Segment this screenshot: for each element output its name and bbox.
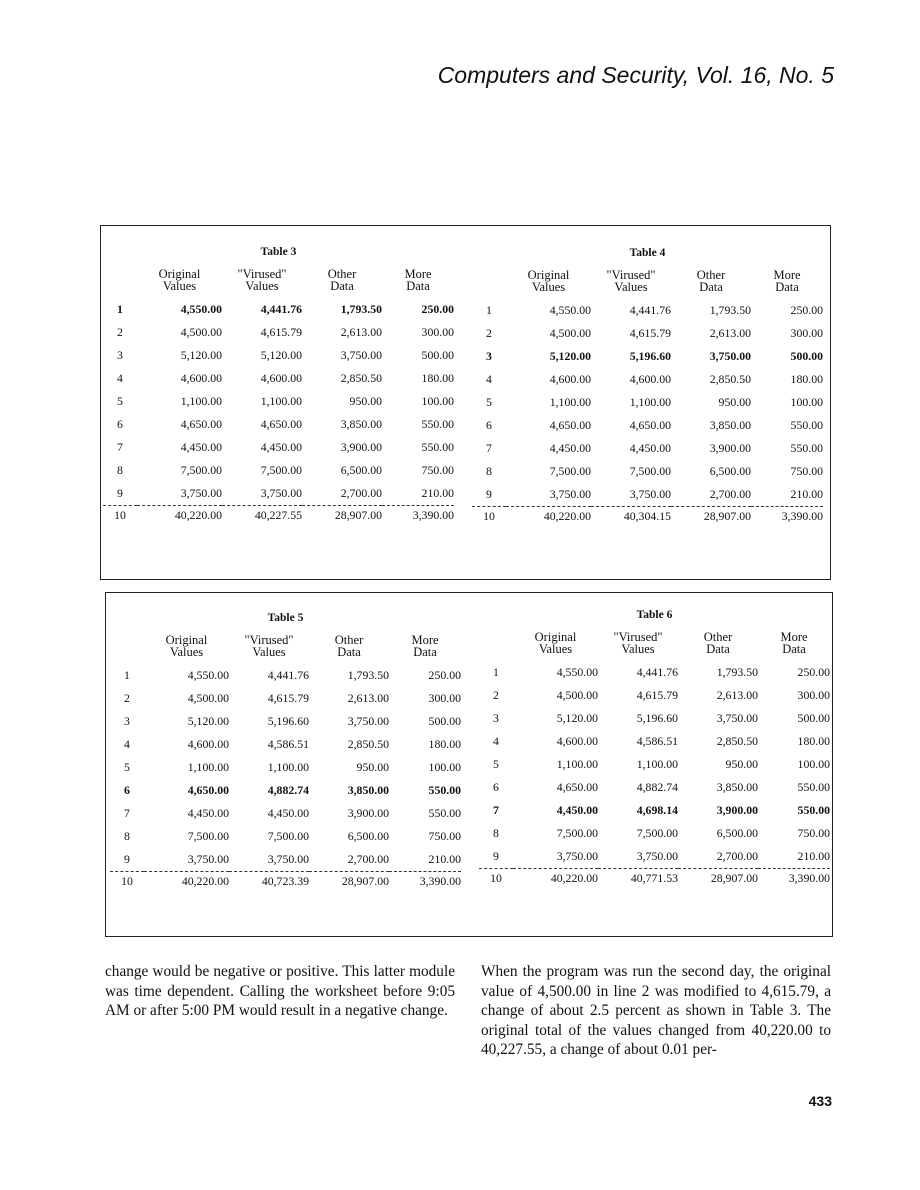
original-cell: 1,100.00 (549, 395, 591, 409)
more-cell: 500.00 (790, 349, 823, 363)
more-cell: 550.00 (797, 803, 830, 817)
other-cell: 3,900.00 (709, 441, 751, 455)
col-more-header: More Data (411, 633, 439, 659)
table-row (103, 321, 454, 344)
more-cell: 300.00 (421, 325, 454, 339)
table-4 (472, 247, 823, 534)
line-number-cell: 2 (493, 688, 499, 702)
original-cell: 4,500.00 (549, 326, 591, 340)
line-number-cell: 10 (472, 507, 506, 535)
table-row (479, 799, 830, 822)
virused-cell: 4,698.14 (636, 803, 678, 817)
col-original-header: Original Values (158, 267, 201, 293)
table-5 (110, 612, 461, 899)
more-cell: 550.00 (421, 440, 454, 454)
original-cell: 7,500.00 (187, 829, 229, 843)
line-number-cell: 9 (493, 849, 499, 863)
original-cell: 3,750.00 (556, 849, 598, 863)
line-number-cell: 6 (486, 418, 492, 432)
other-cell: 3,750.00 (716, 711, 758, 725)
other-cell: 6,500.00 (709, 464, 751, 478)
other-cell: 3,850.00 (716, 780, 758, 794)
line-number-cell: 3 (124, 714, 130, 728)
virused-cell: 4,586.51 (267, 737, 309, 751)
virused-cell: 1,100.00 (260, 394, 302, 408)
line-number-cell: 7 (117, 440, 123, 454)
original-cell: 4,600.00 (187, 737, 229, 751)
col-other-header: Other Data (696, 268, 726, 294)
col-virused-header: "Virused" Values (606, 268, 656, 294)
table-row (472, 391, 823, 414)
virused-cell: 7,500.00 (629, 464, 671, 478)
other-cell: 3,900.00 (716, 803, 758, 817)
more-cell: 750.00 (428, 829, 461, 843)
original-cell: 4,600.00 (180, 371, 222, 385)
line-number-cell: 5 (124, 760, 130, 774)
more-cell: 100.00 (797, 757, 830, 771)
more-cell: 250.00 (428, 668, 461, 682)
more-cell: 250.00 (421, 302, 454, 316)
more-cell: 3,390.00 (389, 872, 461, 900)
other-cell: 28,907.00 (302, 506, 382, 534)
original-cell: 4,500.00 (187, 691, 229, 705)
other-cell: 2,850.50 (716, 734, 758, 748)
table-row (472, 299, 823, 322)
line-number-cell: 1 (117, 302, 123, 316)
more-cell: 3,390.00 (758, 869, 830, 897)
more-cell: 100.00 (421, 394, 454, 408)
more-cell: 500.00 (797, 711, 830, 725)
more-cell: 750.00 (421, 463, 454, 477)
more-cell: 210.00 (797, 849, 830, 863)
other-cell: 6,500.00 (716, 826, 758, 840)
original-cell: 4,450.00 (556, 803, 598, 817)
more-cell: 210.00 (421, 486, 454, 500)
line-number-cell: 3 (117, 348, 123, 362)
virused-cell: 4,441.76 (267, 668, 309, 682)
original-cell: 4,650.00 (549, 418, 591, 432)
original-cell: 7,500.00 (180, 463, 222, 477)
more-cell: 550.00 (428, 783, 461, 797)
line-number-cell: 2 (124, 691, 130, 705)
original-cell: 4,600.00 (549, 372, 591, 386)
col-more-header: More Data (404, 267, 432, 293)
original-cell: 5,120.00 (187, 714, 229, 728)
original-cell: 4,500.00 (556, 688, 598, 702)
other-cell: 3,850.00 (340, 417, 382, 431)
original-cell: 4,550.00 (180, 302, 222, 316)
more-cell: 210.00 (790, 487, 823, 501)
line-number-cell: 8 (117, 463, 123, 477)
more-cell: 3,390.00 (751, 507, 823, 535)
more-cell: 300.00 (428, 691, 461, 705)
other-cell: 950.00 (349, 394, 382, 408)
line-number-cell: 5 (117, 394, 123, 408)
table-row (479, 845, 830, 869)
table-header-row (110, 634, 461, 664)
other-cell: 6,500.00 (347, 829, 389, 843)
table-row (103, 459, 454, 482)
line-number-cell: 5 (493, 757, 499, 771)
other-cell: 2,700.00 (709, 487, 751, 501)
line-number-cell: 8 (486, 464, 492, 478)
table-row (479, 753, 830, 776)
virused-cell: 3,750.00 (629, 487, 671, 501)
virused-cell: 4,615.79 (260, 325, 302, 339)
more-cell: 500.00 (421, 348, 454, 362)
original-cell: 5,120.00 (556, 711, 598, 725)
original-cell: 5,120.00 (549, 349, 591, 363)
table-title: Table 5 (267, 612, 304, 624)
more-cell: 550.00 (790, 441, 823, 455)
more-cell: 550.00 (797, 780, 830, 794)
line-number-cell: 6 (117, 417, 123, 431)
table-title: Table 3 (260, 246, 297, 258)
page-number: 433 (808, 1093, 832, 1109)
col-more-header: More Data (780, 630, 808, 656)
table-row (472, 368, 823, 391)
more-cell: 300.00 (797, 688, 830, 702)
table-row (110, 664, 461, 687)
col-other-header: Other Data (334, 633, 364, 659)
table-row (103, 367, 454, 390)
table-row (472, 414, 823, 437)
other-cell: 3,750.00 (340, 348, 382, 362)
line-number-cell: 8 (493, 826, 499, 840)
line-number-cell: 4 (117, 371, 123, 385)
virused-cell: 5,196.60 (267, 714, 309, 728)
original-cell: 4,550.00 (549, 303, 591, 317)
more-cell: 100.00 (790, 395, 823, 409)
virused-cell: 4,615.79 (629, 326, 671, 340)
table-row (472, 322, 823, 345)
line-number-cell: 10 (103, 506, 137, 534)
virused-cell: 5,196.60 (636, 711, 678, 725)
table-3 (103, 246, 454, 533)
more-cell: 180.00 (790, 372, 823, 386)
virused-cell: 40,227.55 (222, 506, 302, 534)
table-row (103, 344, 454, 367)
other-cell: 1,793.50 (716, 665, 758, 679)
line-number-cell: 5 (486, 395, 492, 409)
table-total-row (110, 872, 461, 900)
other-cell: 2,700.00 (716, 849, 758, 863)
virused-cell: 4,600.00 (629, 372, 671, 386)
original-cell: 4,650.00 (180, 417, 222, 431)
other-cell: 2,613.00 (340, 325, 382, 339)
table-row (479, 776, 830, 799)
more-cell: 550.00 (421, 417, 454, 431)
body-text-left-column: change would be negative or positive. This latter module was time dependent. Calling the worksheet before 9:05 AM or after 5:00 PM would result in a negative change. (105, 963, 455, 1019)
virused-cell: 40,723.39 (229, 872, 309, 900)
table-row (110, 802, 461, 825)
virused-cell: 4,441.76 (636, 665, 678, 679)
col-more-header: More Data (773, 268, 801, 294)
original-cell: 1,100.00 (556, 757, 598, 771)
other-cell: 2,613.00 (716, 688, 758, 702)
col-original-header: Original Values (527, 268, 570, 294)
original-cell: 3,750.00 (180, 486, 222, 500)
virused-cell: 4,650.00 (629, 418, 671, 432)
other-cell: 28,907.00 (671, 507, 751, 535)
table-header-row (472, 269, 823, 299)
col-other-header: Other Data (327, 267, 357, 293)
line-number-cell: 1 (124, 668, 130, 682)
line-number-cell: 4 (493, 734, 499, 748)
virused-cell: 4,450.00 (267, 806, 309, 820)
other-cell: 2,850.50 (709, 372, 751, 386)
running-head: Computers and Security, Vol. 16, No. 5 (437, 62, 834, 88)
table-row (103, 390, 454, 413)
line-number-cell: 9 (486, 487, 492, 501)
original-cell: 40,220.00 (137, 506, 222, 534)
line-number-cell: 7 (486, 441, 492, 455)
table-row (103, 413, 454, 436)
table-row (103, 298, 454, 321)
table-row (110, 756, 461, 779)
virused-cell: 1,100.00 (267, 760, 309, 774)
virused-cell: 5,196.60 (629, 349, 671, 363)
original-cell: 40,220.00 (506, 507, 591, 535)
virused-cell: 4,615.79 (267, 691, 309, 705)
original-cell: 3,750.00 (187, 852, 229, 866)
original-cell: 1,100.00 (180, 394, 222, 408)
col-virused-header: "Virused" Values (244, 633, 294, 659)
other-cell: 3,900.00 (340, 440, 382, 454)
more-cell: 210.00 (428, 852, 461, 866)
more-cell: 3,390.00 (382, 506, 454, 534)
other-cell: 2,613.00 (347, 691, 389, 705)
table-row (479, 730, 830, 753)
more-cell: 250.00 (797, 665, 830, 679)
more-cell: 500.00 (428, 714, 461, 728)
col-virused-header: "Virused" Values (613, 630, 663, 656)
other-cell: 2,613.00 (709, 326, 751, 340)
more-cell: 180.00 (428, 737, 461, 751)
more-cell: 250.00 (790, 303, 823, 317)
body-text-right-column: When the program was run the second day, the original value of 4,500.00 in line 2 was modified to 4,615.79, a change of about 2.5 percent as shown in Table 3. The original total of the values changed from 40,220.00 to 40,227.55, a change of about 0.01 per- (481, 963, 831, 1058)
line-number-cell: 3 (493, 711, 499, 725)
table-row (479, 684, 830, 707)
more-cell: 750.00 (790, 464, 823, 478)
virused-cell: 7,500.00 (260, 463, 302, 477)
line-number-cell: 10 (110, 872, 144, 900)
more-cell: 550.00 (790, 418, 823, 432)
virused-cell: 4,441.76 (629, 303, 671, 317)
line-number-cell: 1 (493, 665, 499, 679)
virused-cell: 4,650.00 (260, 417, 302, 431)
original-cell: 4,650.00 (556, 780, 598, 794)
original-cell: 1,100.00 (187, 760, 229, 774)
table-row (472, 437, 823, 460)
col-original-header: Original Values (534, 630, 577, 656)
virused-cell: 40,771.53 (598, 869, 678, 897)
virused-cell: 1,100.00 (629, 395, 671, 409)
other-cell: 3,750.00 (347, 714, 389, 728)
col-original-header: Original Values (165, 633, 208, 659)
original-cell: 4,450.00 (549, 441, 591, 455)
other-cell: 6,500.00 (340, 463, 382, 477)
table-title: Table 4 (629, 247, 666, 259)
table-row (103, 436, 454, 459)
original-cell: 7,500.00 (556, 826, 598, 840)
table-row (110, 779, 461, 802)
virused-cell: 4,600.00 (260, 371, 302, 385)
other-cell: 950.00 (356, 760, 389, 774)
original-cell: 40,220.00 (144, 872, 229, 900)
table-row (110, 710, 461, 733)
virused-cell: 4,450.00 (629, 441, 671, 455)
line-number-cell: 7 (493, 803, 499, 817)
table-title: Table 6 (636, 609, 673, 621)
other-cell: 1,793.50 (347, 668, 389, 682)
table-header-row (103, 268, 454, 298)
virused-cell: 40,304.15 (591, 507, 671, 535)
virused-cell: 3,750.00 (260, 486, 302, 500)
table-row (479, 661, 830, 684)
original-cell: 4,650.00 (187, 783, 229, 797)
line-number-cell: 2 (117, 325, 123, 339)
other-cell: 950.00 (718, 395, 751, 409)
virused-cell: 7,500.00 (267, 829, 309, 843)
line-number-cell: 4 (124, 737, 130, 751)
original-cell: 4,450.00 (180, 440, 222, 454)
line-number-cell: 10 (479, 869, 513, 897)
original-cell: 7,500.00 (549, 464, 591, 478)
line-number-cell: 3 (486, 349, 492, 363)
col-virused-header: "Virused" Values (237, 267, 287, 293)
table-row (472, 345, 823, 368)
virused-cell: 3,750.00 (636, 849, 678, 863)
other-cell: 28,907.00 (309, 872, 389, 900)
table-total-row (472, 507, 823, 535)
virused-cell: 5,120.00 (260, 348, 302, 362)
original-cell: 3,750.00 (549, 487, 591, 501)
virused-cell: 4,615.79 (636, 688, 678, 702)
other-cell: 2,700.00 (347, 852, 389, 866)
table-row (472, 483, 823, 507)
virused-cell: 4,450.00 (260, 440, 302, 454)
other-cell: 1,793.50 (709, 303, 751, 317)
other-cell: 1,793.50 (340, 302, 382, 316)
line-number-cell: 8 (124, 829, 130, 843)
line-number-cell: 6 (493, 780, 499, 794)
line-number-cell: 9 (117, 486, 123, 500)
more-cell: 100.00 (428, 760, 461, 774)
line-number-cell: 4 (486, 372, 492, 386)
virused-cell: 4,586.51 (636, 734, 678, 748)
virused-cell: 1,100.00 (636, 757, 678, 771)
virused-cell: 4,882.74 (636, 780, 678, 794)
more-cell: 550.00 (428, 806, 461, 820)
table-6 (479, 609, 830, 896)
other-cell: 3,850.00 (709, 418, 751, 432)
other-cell: 3,850.00 (347, 783, 389, 797)
table-header-row (479, 631, 830, 661)
table-row (479, 822, 830, 845)
line-number-cell: 6 (124, 783, 130, 797)
original-cell: 4,550.00 (187, 668, 229, 682)
line-number-cell: 2 (486, 326, 492, 340)
more-cell: 750.00 (797, 826, 830, 840)
line-number-cell: 7 (124, 806, 130, 820)
table-total-row (103, 506, 454, 534)
original-cell: 40,220.00 (513, 869, 598, 897)
line-number-cell: 1 (486, 303, 492, 317)
more-cell: 180.00 (421, 371, 454, 385)
other-cell: 3,750.00 (709, 349, 751, 363)
other-cell: 950.00 (725, 757, 758, 771)
more-cell: 300.00 (790, 326, 823, 340)
original-cell: 5,120.00 (180, 348, 222, 362)
other-cell: 28,907.00 (678, 869, 758, 897)
table-row (103, 482, 454, 506)
col-other-header: Other Data (703, 630, 733, 656)
more-cell: 180.00 (797, 734, 830, 748)
line-number-cell: 9 (124, 852, 130, 866)
table-total-row (479, 869, 830, 897)
original-cell: 4,450.00 (187, 806, 229, 820)
virused-cell: 4,882.74 (267, 783, 309, 797)
virused-cell: 4,441.76 (260, 302, 302, 316)
other-cell: 3,900.00 (347, 806, 389, 820)
table-row (479, 707, 830, 730)
table-row (110, 848, 461, 872)
other-cell: 2,700.00 (340, 486, 382, 500)
other-cell: 2,850.50 (347, 737, 389, 751)
original-cell: 4,500.00 (180, 325, 222, 339)
original-cell: 4,600.00 (556, 734, 598, 748)
virused-cell: 7,500.00 (636, 826, 678, 840)
original-cell: 4,550.00 (556, 665, 598, 679)
virused-cell: 3,750.00 (267, 852, 309, 866)
table-row (110, 687, 461, 710)
other-cell: 2,850.50 (340, 371, 382, 385)
table-row (110, 733, 461, 756)
table-row (472, 460, 823, 483)
table-row (110, 825, 461, 848)
